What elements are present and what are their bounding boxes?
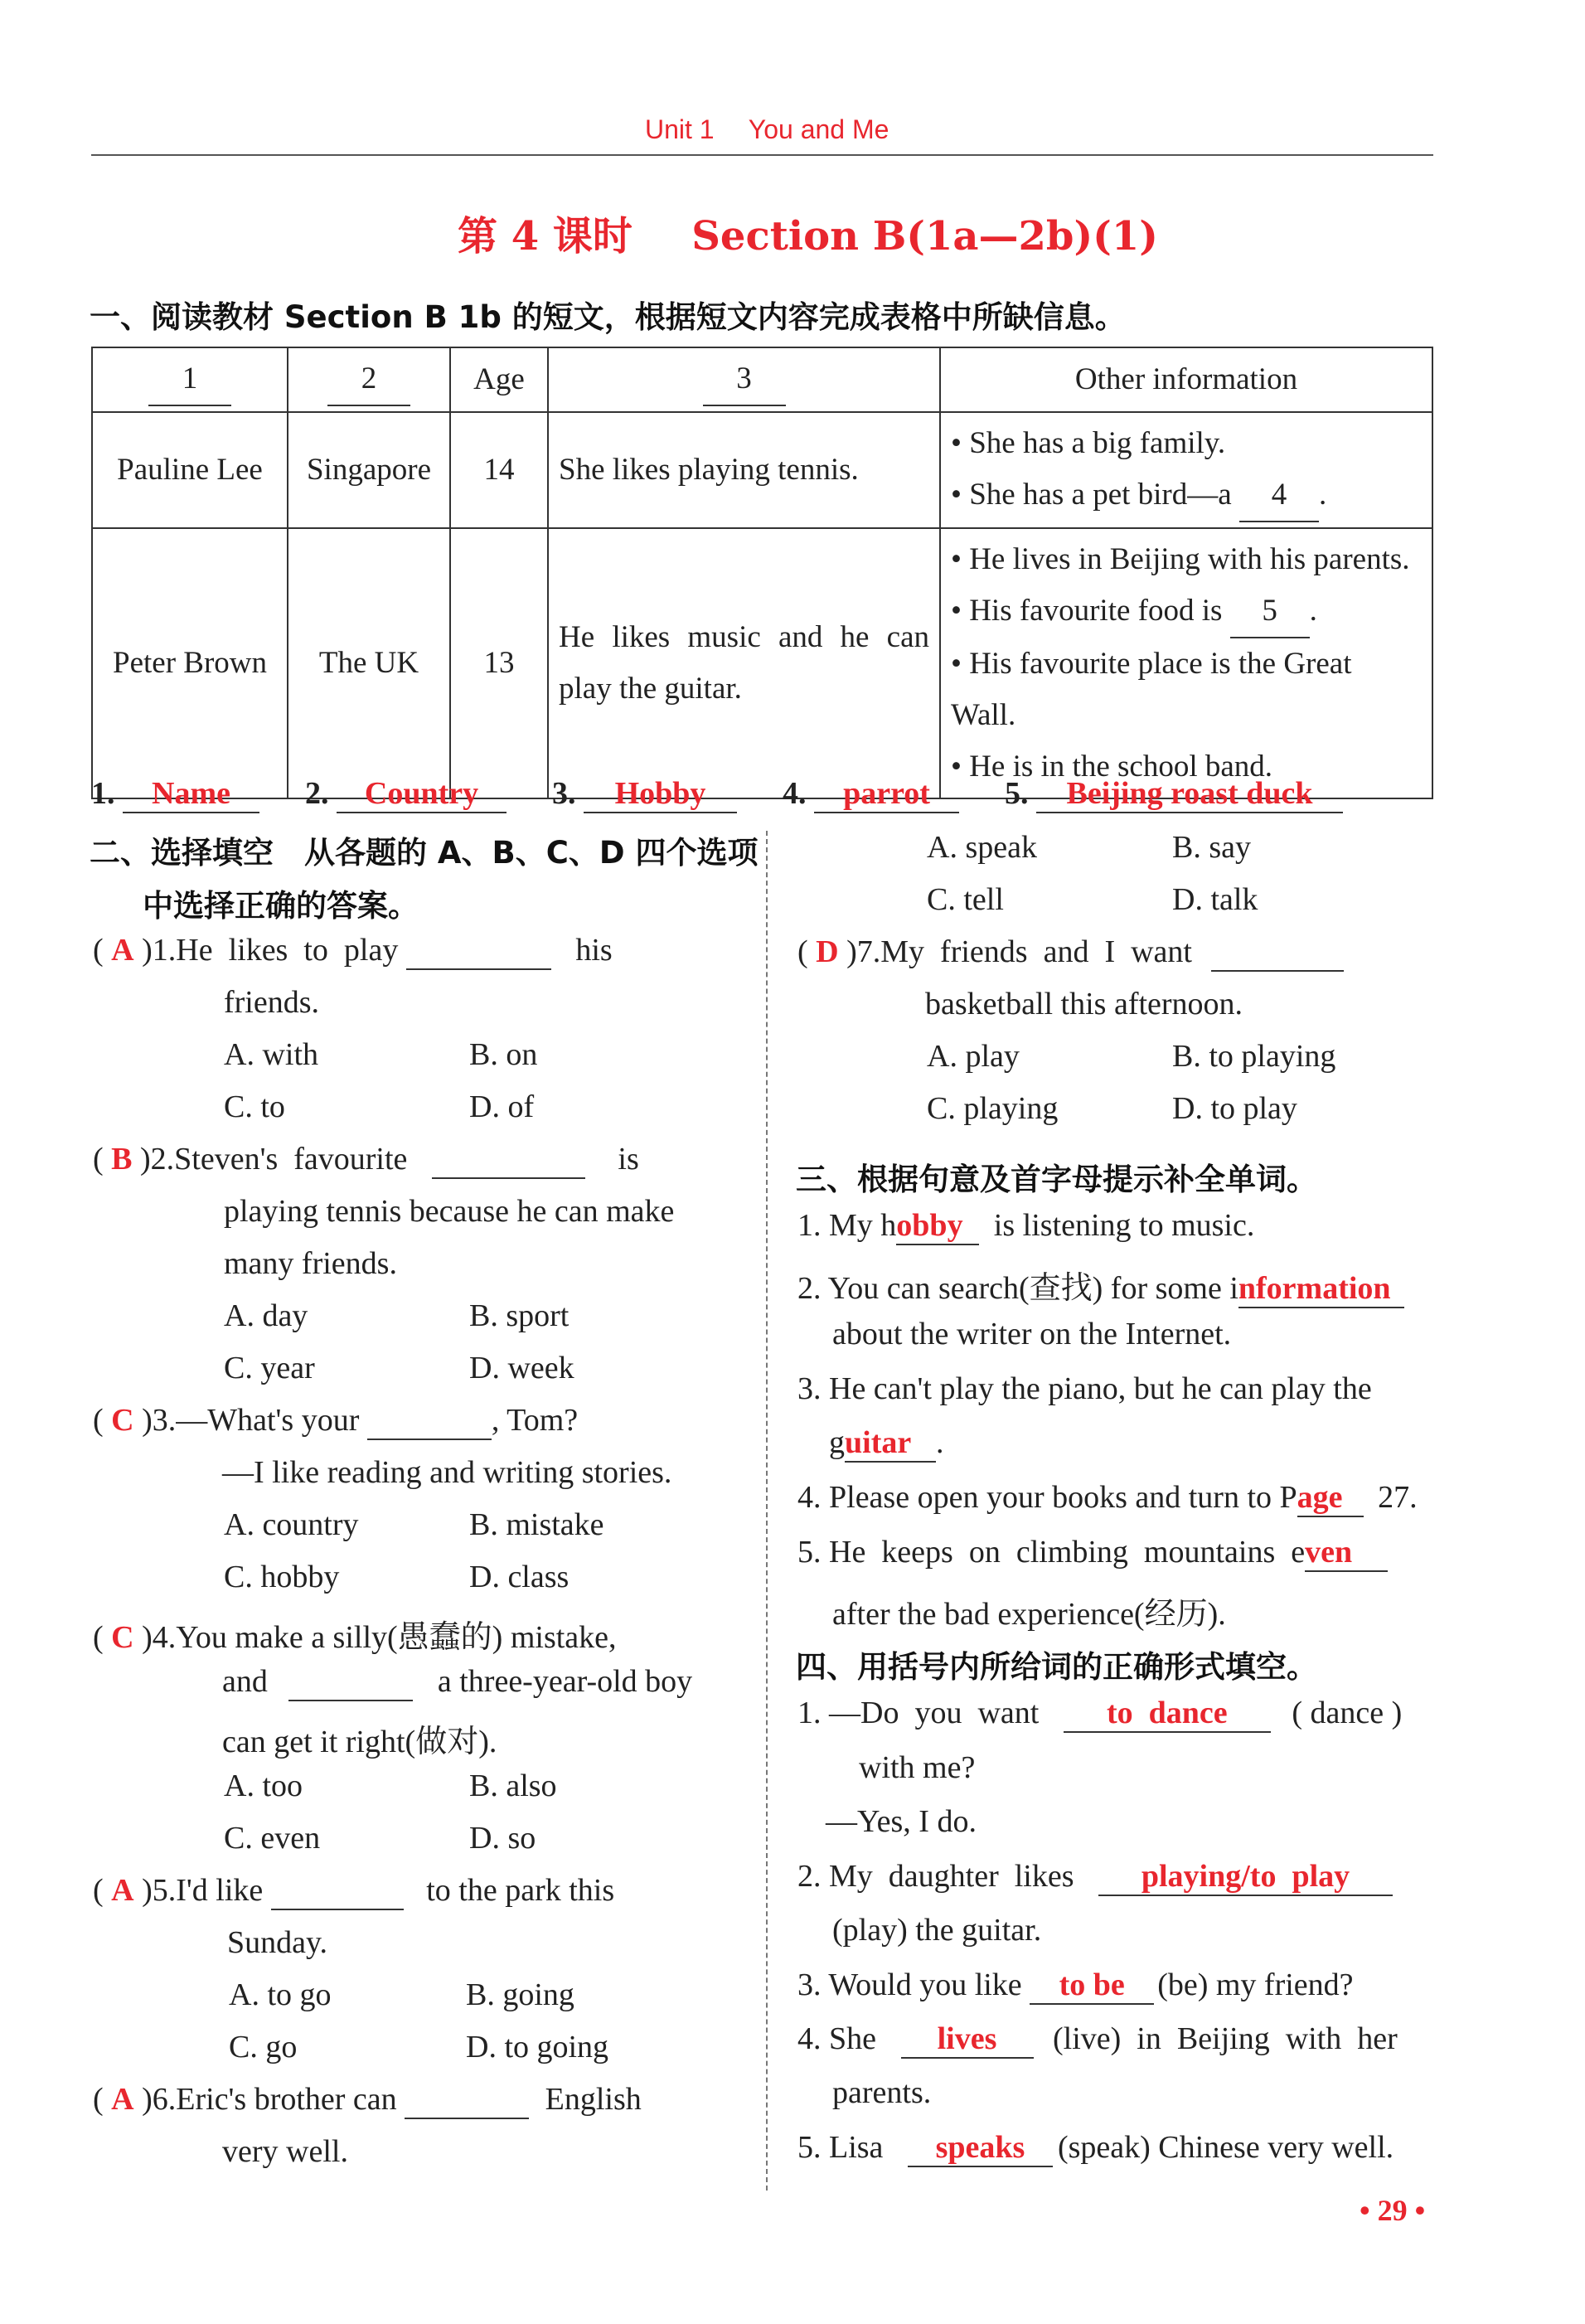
table-header-blank-1: 1: [148, 353, 231, 406]
q5-option-d: D. to going: [466, 2030, 609, 2064]
q4-line3: can get it right(做对).: [222, 1725, 497, 1759]
part1-instruction: 一、阅读教材 Section B 1b 的短文，根据短文内容完成表格中所缺信息。: [90, 299, 1126, 335]
q6-option-a: A. speak: [927, 830, 1037, 865]
blank-5: 5: [1230, 585, 1310, 638]
q3-option-c: C. hobby: [224, 1560, 340, 1594]
p4-q2-answer: playing/to play: [1098, 1858, 1393, 1896]
column-divider: [766, 831, 768, 2191]
q2-line3: many friends.: [224, 1246, 397, 1281]
row1-info-2: • She has a pet bird—a 4 .: [951, 469, 1422, 522]
row1-info-1: • She has a big family.: [951, 426, 1226, 460]
p4-q4-answer: lives: [901, 2021, 1034, 2059]
header-rule: [91, 154, 1433, 156]
p4-q2-line2: (play) the guitar.: [832, 1913, 1042, 1948]
q7-option-a: A. play: [927, 1039, 1020, 1074]
q6-line2: very well.: [222, 2134, 348, 2169]
part4-instruction: 四、用括号内所给词的正确形式填空。: [796, 1649, 1317, 1685]
p3-q2-answer: nformation: [1238, 1270, 1404, 1308]
q4-option-a: A. too: [224, 1768, 303, 1803]
lesson-section: Section B(1a—2b)(1): [691, 213, 1158, 260]
q3-line2: —I like reading and writing stories.: [222, 1455, 672, 1490]
p3-q3-line2: guitar .: [829, 1424, 944, 1463]
unit-label: Unit 1: [645, 114, 715, 144]
q4-option-c: C. even: [224, 1821, 321, 1856]
answer-1: Name: [123, 775, 259, 813]
row1-hobby: She likes playing tennis.: [548, 412, 940, 528]
p3-q5-line2: after the bad experience(经历).: [832, 1597, 1226, 1632]
q1-option-a: A. with: [224, 1037, 318, 1072]
p4-q4: 4. She lives (live) in Beijing with her: [797, 2021, 1398, 2059]
q7-option-d: D. to play: [1172, 1091, 1297, 1126]
row2-info-1: • He lives in Beijing with his parents.: [951, 542, 1410, 576]
p4-q5-answer: speaks: [908, 2129, 1053, 2167]
q7-line2: basketball this afternoon.: [925, 987, 1243, 1021]
q3-answer: C: [111, 1403, 134, 1438]
p3-q3-answer: uitar: [845, 1424, 936, 1463]
q4-line1: ( C )4.You make a silly(愚蠢的) mistake,: [93, 1620, 617, 1655]
row1-info: [940, 412, 1432, 528]
answer-3: Hobby: [584, 775, 737, 813]
page-number: • 29 •: [1360, 2194, 1426, 2227]
p4-q4-line2: parents.: [832, 2075, 932, 2110]
q2-answer: B: [111, 1142, 133, 1177]
p4-q1-line2: with me?: [859, 1750, 976, 1785]
q4-answer: C: [111, 1620, 134, 1655]
q1-option-c: C. to: [224, 1089, 285, 1124]
q2-option-c: C. year: [224, 1351, 315, 1385]
q7-line1: ( D )7.My friends and I want: [797, 934, 1344, 972]
p4-q5: 5. Lisa speaks (speak) Chinese very well.: [797, 2129, 1394, 2167]
q4-option-d: D. so: [469, 1821, 536, 1856]
q7-option-c: C. playing: [927, 1091, 1059, 1126]
q5-option-b: B. going: [466, 1977, 574, 2012]
p3-q1-answer: obby: [896, 1207, 979, 1245]
row2-info: [940, 528, 1432, 798]
q5-option-a: A. to go: [229, 1977, 332, 2012]
q7-answer: D: [816, 934, 839, 969]
q2-option-a: A. day: [224, 1298, 308, 1333]
p4-q3: 3. Would you like to be (be) my friend?: [797, 1967, 1354, 2005]
info-table: [91, 347, 1433, 799]
q2-line1: ( B )2.Steven's favourite is: [93, 1141, 639, 1179]
p3-q5-answer: ven: [1305, 1534, 1388, 1572]
p3-q2: 2. You can search(查找) for some information: [797, 1262, 1404, 1308]
p4-q1-answer: to dance: [1064, 1695, 1271, 1733]
answer-2: Country: [337, 775, 507, 813]
q4-line2: and a three-year-old boy: [222, 1663, 692, 1701]
answer-5: Beijing roast duck: [1036, 775, 1343, 813]
q2-option-d: D. week: [469, 1351, 574, 1385]
unit-title: You and Me: [748, 114, 889, 144]
row2-name: Peter Brown: [92, 528, 288, 798]
p4-q1: 1. —Do you want to dance ( dance ): [797, 1695, 1402, 1733]
row1-age: 14: [450, 412, 548, 528]
q3-option-b: B. mistake: [469, 1507, 604, 1542]
row2-info-2: • His favourite food is 5 .: [951, 585, 1422, 638]
row2-info-4: • He is in the school band.: [951, 750, 1273, 784]
q5-line1: ( A )5.I'd like to the park this: [93, 1872, 614, 1910]
q6-option-c: C. tell: [927, 882, 1004, 917]
q7-option-b: B. to playing: [1172, 1039, 1336, 1074]
q5-answer: A: [111, 1873, 134, 1908]
row2-info-3: • His favourite place is the Great Wall.: [951, 647, 1352, 732]
q5-option-c: C. go: [229, 2030, 298, 2064]
part2-instruction-2: 中选择正确的答案。: [143, 888, 419, 924]
row2-hobby: He likes music and he can play the guitar.: [548, 528, 940, 798]
p4-q1-line3: —Yes, I do.: [826, 1804, 977, 1839]
blank-4: 4: [1239, 469, 1319, 522]
q3-line1: ( C )3.—What's your , Tom?: [93, 1402, 578, 1440]
q1-line2: friends.: [224, 985, 320, 1020]
table-header-age: Age: [450, 347, 548, 412]
q6-line1: ( A )6.Eric's brother can English: [93, 2081, 642, 2119]
page-title: [458, 204, 1158, 261]
part3-instruction: 三、根据句意及首字母提示补全单词。: [796, 1162, 1317, 1197]
row2-age: 13: [450, 528, 548, 798]
p3-q4: 4. Please open your books and turn to Page 27.: [797, 1479, 1418, 1517]
p4-q2: 2. My daughter likes playing/to play: [797, 1858, 1393, 1896]
p3-q1: 1. My hobby is listening to music.: [797, 1207, 1254, 1245]
p3-q2-line2: about the writer on the Internet.: [832, 1317, 1232, 1351]
lesson-label: 第 4 课时: [458, 213, 633, 260]
answer-4: parrot: [814, 775, 959, 813]
q1-line1: ( A )1.He likes to play his: [93, 932, 613, 970]
q6-option-b: B. say: [1172, 830, 1251, 865]
table-header-blank-3: 3: [703, 353, 786, 406]
table-header-other: Other information: [940, 347, 1432, 412]
q6-option-d: D. talk: [1172, 882, 1258, 917]
p3-q5: 5. He keeps on climbing mountains even: [797, 1534, 1388, 1572]
table-header-blank-2: 2: [327, 353, 410, 406]
q1-option-b: B. on: [469, 1037, 538, 1072]
q3-option-d: D. class: [469, 1560, 570, 1594]
row1-name: Pauline Lee: [92, 412, 288, 528]
q4-option-b: B. also: [469, 1768, 557, 1803]
p4-q3-answer: to be: [1030, 1967, 1154, 2005]
part2-instruction-1: 二、选择填空 从各题的 A、B、C、D 四个选项: [90, 835, 759, 871]
p3-q4-answer: age: [1297, 1479, 1364, 1517]
q1-answer: A: [111, 933, 134, 968]
q1-option-d: D. of: [469, 1089, 535, 1124]
row1-country: Singapore: [288, 412, 450, 528]
q2-line2: playing tennis because he can make: [224, 1194, 675, 1229]
running-header: [645, 114, 889, 145]
q5-line2: Sunday.: [227, 1925, 328, 1960]
q6-answer: A: [111, 2082, 134, 2117]
p3-q3-line1: 3. He can't play the piano, but he can play the: [797, 1371, 1372, 1406]
q3-option-a: A. country: [224, 1507, 359, 1542]
part1-answers: 1. Name 2. Country 3. Hobby 4. parrot 5. Beijing roast duck: [91, 775, 1343, 813]
row2-country: The UK: [288, 528, 450, 798]
q2-option-b: B. sport: [469, 1298, 570, 1333]
